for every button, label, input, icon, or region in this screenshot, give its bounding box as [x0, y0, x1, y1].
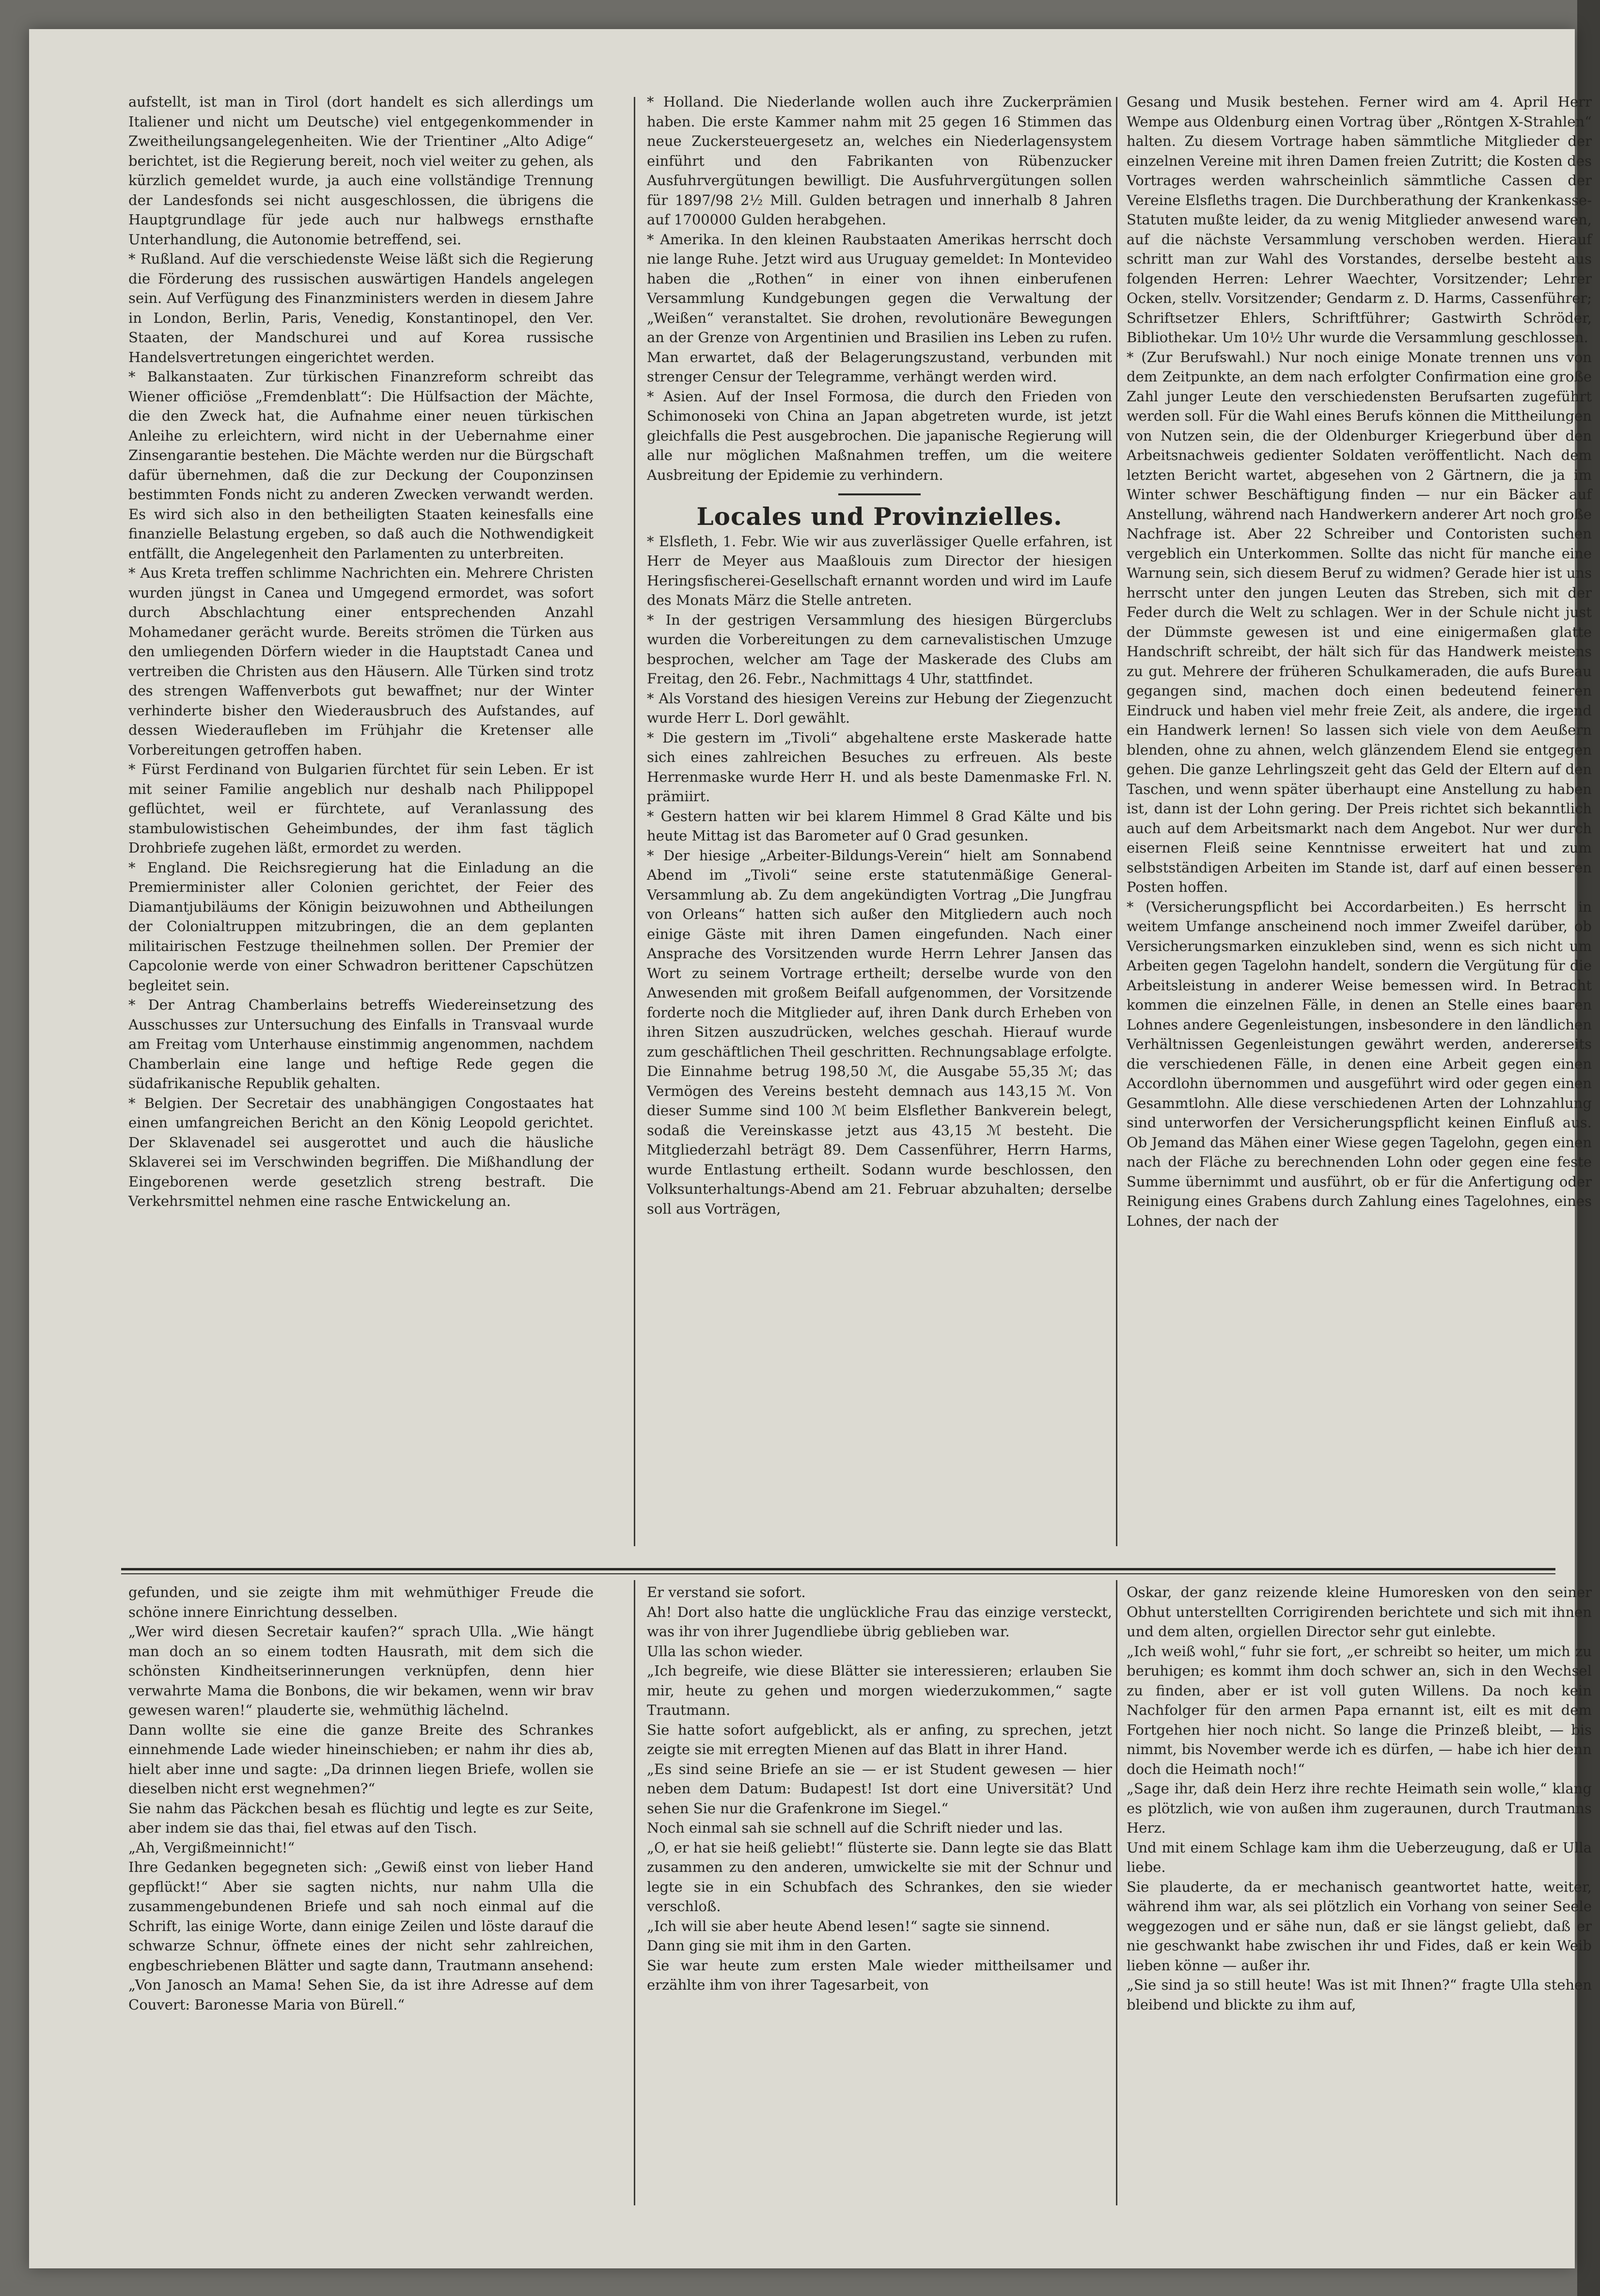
news-paragraph: * Aus Kreta treffen schlimme Nachrichten ein. Mehrere Christen wurden jüngst in Canea und Umgegend ermordet, was sofort durch Abschlachtung einer entsprechenden Anzahl Mohamedaner gerächt wurde. Bereits strömen die Türken aus den umliegenden Dörfern wieder in die Hauptstadt Canea und vertreiben die Christen aus den Häusern. Alle Türken sind trotz des strengen Waffenverbots gut bewaffnet; nur der Winter verhinderte bisher den Wiederausbruch des Aufstandes, auf dessen Wiederaufleben im Frühjahr die Kretenser alle Vorbereitungen getroffen haben. [128, 565, 594, 758]
story-paragraph: Sie hatte sofort aufgeblickt, als er anfing, zu sprechen, jetzt zeigte sie mit erregten Mienen auf das Blatt in ihrer Hand. [647, 1721, 1112, 1758]
story-paragraph: Sie nahm das Päckchen besah es flüchtig und legte es zur Seite, aber indem sie das thai, fiel etwas auf den Tisch. [128, 1800, 594, 1836]
story-paragraph: gefunden, und sie zeigte ihm mit wehmüthiger Freude die schöne innere Einrichtung desselben. [128, 1584, 594, 1620]
news-column-2 [647, 92, 1112, 1219]
local-news-block [647, 532, 1112, 1219]
feuilleton-column-2 [647, 1583, 1112, 1995]
story-paragraph: „Sie sind ja so still heute! Was ist mit Ihnen?“ fragte Ulla stehen bleibend und blickte zu ihm auf, [1127, 1977, 1592, 2013]
feuilleton-column-3 [1127, 1583, 1592, 2014]
story-paragraph: Ah! Dort also hatte die unglückliche Frau das einzige versteckt, was ihr von ihrer Jugendliebe übrig geblieben war. [647, 1603, 1112, 1640]
feuilleton-rule-thin [121, 1573, 1555, 1574]
story-paragraph: „Sage ihr, daß dein Herz ihre rechte Heimath sein wolle,“ klang es plötzlich, wie von außen ihm zugeraunen, durch Trautmanns Herz. [1127, 1780, 1592, 1836]
story-paragraph: Ihre Gedanken begegneten sich: „Gewiß einst von lieber Hand gepflückt!“ Aber sie sagten nichts, nur nahm Ulla die zusammengebundenen Briefe und sah noch einmal auf die Schrift, las einige Worte, dann einige Zeilen und löste darauf die schwarze Schnur, öffnete eines der nicht sehr zahlreichen, engbeschriebenen Blätter und sagte dann, Trautmann ansehend: „Von Janosch an Mama! Sehen Sie, da ist ihre Adresse auf dem Couvert: Baronesse Maria von Bürell.“ [128, 1859, 594, 2013]
column-separator [634, 97, 635, 1546]
story-paragraph: Sie plauderte, da er mechanisch geantwortet hatte, weiter, während ihm war, als sei plötzlich ein Vorhang von seiner Seele weggezogen und er sähe nun, daß er sie längst geliebt, daß er nie geschwankt habe zwischen ihr und Fides, daß er kein Weib lieben könne — außer ihr. [1127, 1878, 1592, 1974]
story-paragraph: „O, er hat sie heiß geliebt!“ flüsterte sie. Dann legte sie das Blatt zusammen zu den anderen, umwickelte sie mit der Schnur und legte sie in ein Schubfach des Schrankes, den sie wieder verschloß. [647, 1839, 1112, 1915]
news-paragraph: * (Versicherungspflicht bei Accordarbeiten.) Es herrscht in weitem Umfange anscheinend noch immer Zweifel darüber, ob Versicherungsmarken einzukleben sind, wenn es sich nicht um Arbeiten gegen Tagelohn handelt, sondern die Vergütung für die Arbeitsleistung in anderer Weise bemessen wird. In Betracht kommen die einzelnen Fälle, in denen an Stelle eines baaren Lohnes andere Gegenleistungen, insbesondere in den ländlichen Verhältnissen Gegenleistungen gewährt werden, andererseits die verschiedenen Fälle, in denen eine Arbeit gegen einen Accordlohn übernommen und ausgeführt wird oder gegen einen Gesammtlohn. Alle diese verschiedenen Arten der Lohnzahlung sind unterworfen der Versicherungspflicht keinen Einfluß aus. Ob Jemand das Mähen einer Wiese gegen Tagelohn, gegen einen nach der Fläche zu berechnenden Lohn oder gegen eine feste Summe übernimmt und ausführt, ob er für die Anfertigung oder Reinigung eines Grabens durch Zahlung eines Tagelohnes, eines Lohnes, der nach der [1127, 898, 1592, 1229]
column-separator [1116, 97, 1117, 1546]
story-paragraph: Dann wollte sie eine die ganze Breite des Schrankes einnehmende Lade wieder hineinschieben; er nahm ihr dies ab, hielt aber inne und sagte: „Da drinnen liegen Briefe, wollen sie dieselben nicht erst wegnehmen?“ [128, 1721, 594, 1797]
news-paragraph: * Holland. Die Niederlande wollen auch ihre Zuckerprämien haben. Die erste Kammer nahm mit 25 gegen 16 Stimmen das neue Zuckersteuergesetz an, welches ein Niederlagensystem einführt und den Fabrikanten von Rübenzucker Ausfuhrvergütungen bewilligt. Die Ausfuhrvergütungen sollen für 1897/98 2½ Mill. Gulden betragen und innerhalb 8 Jahren auf 1700000 Gulden herabgehen. [647, 94, 1112, 228]
story-paragraph: Ulla las schon wieder. [647, 1643, 803, 1660]
newspaper-page [29, 29, 1592, 2268]
news-paragraph: * (Zur Berufswahl.) Nur noch einige Monate trennen uns von dem Zeitpunkte, an dem nach erfolgter Confirmation eine große Zahl junger Leute den verschiedensten Berufsarten zugeführt werden soll. Für die Wahl eines Berufs können die Mittheilungen von Nutzen sein, die der Oldenburger Kriegerbund über den Arbeitsnachweis gedienter Soldaten veröffentlicht. Nach dem letzten Bericht wartet, abgesehen von 2 Gärtnern, die ja im Winter schwer Beschäftigung finden — nur ein Bäcker auf Anstellung, während nach Handwerkern anderer Art noch große Nachfrage ist. Aber 22 Schreiber und Contoristen suchen vergeblich ein Unterkommen. Sollte das nicht für manche eine Warnung sein, sich diesem Beruf zu widmen? Gerade hier ist uns herrscht unter den jungen Leuten das Streben, sich mit der Feder durch die Welt zu schlagen. Wer in der Schule nicht just der Dümmste gewesen ist und eine einigermaßen glatte Handschrift schreibt, der hält sich für das Handwerk meistens zu gut. Mehrere der früheren Schulkameraden, die aufs Bureau gegangen sind, machen doch einen bedeutend feineren Eindruck und haben viel mehr freie Zeit, als andere, die irgend ein Handwerk lernen! So lassen sich viele von dem Aeußern blenden, ohne zu ahnen, welch glänzendem Elend sie entgegen gehen. Die ganze Lehrlingszeit geht das Geld der Eltern auf den Taschen, und wenn später überhaupt eine Anstellung zu haben ist, dann ist der Lohn gering. Der Preis richtet sich bekanntlich auch auf dem Arbeitsmarkt nach dem Angebot. Nur wer durch eisernen Fleiß seine Kenntnisse erweitert hat und zum selbstständigen Arbeiten im Stande ist, darf auf einen besseren Posten hoffen. [1127, 348, 1592, 895]
news-paragraph: * Der Antrag Chamberlains betreffs Wiedereinsetzung des Ausschusses zur Untersuchung des Einfalls in Transvaal wurde am Freitag vom Unterhause einstimmig angenommen, nachdem Chamberlain eine lange und heftige Rede gegen die südafrikanische Republik gehalten. [128, 997, 594, 1092]
story-paragraph: Noch einmal sah sie schnell auf die Schrift nieder und las. [647, 1820, 1063, 1836]
news-paragraph: * Rußland. Auf die verschiedenste Weise läßt sich die Regierung die Förderung des russischen auswärtigen Handels angelegen sein. Auf Verfügung des Finanzministers werden in diesem Jahre in London, Berlin, Paris, Venedig, Konstantinopel, den Ver. Staaten, der Mandschurei und auf Korea russische Handelsvertretungen eingerichtet werden. [128, 251, 594, 365]
feuilleton-column-1 [128, 1583, 594, 2014]
story-paragraph: Dann ging sie mit ihm in den Garten. [647, 1937, 912, 1954]
story-paragraph: Oskar, der ganz reizende kleine Humoresken von den seiner Obhut unterstellten Corrigirenden berichtete und sich mit ihnen und dem alten, orgiellen Director sehr gut einlebte. [1127, 1584, 1592, 1640]
story-paragraph: „Ah, Vergißmeinnicht!“ [128, 1839, 295, 1856]
story-paragraph: „Ich begreife, wie diese Blätter sie interessieren; erlauben Sie mir, heute zu gehen und morgen wiederzukommen,“ sagte Trautmann. [647, 1663, 1112, 1718]
news-paragraph: * Der hiesige „Arbeiter-Bildungs-Verein“ hielt am Sonnabend Abend im „Tivoli“ seine erste statutenmäßige General-Versammlung ab. Zu dem angekündigten Vortrag „Die Jungfrau von Orleans“ hatten sich außer den Mitgliedern auch noch einige Gäste mit ihren Damen eingefunden. Nach einer Ansprache des Vorsitzenden wurde Herrn Lehrer Jansen das Wort zu seinem Vortrage ertheilt; derselbe wurde von den Anwesenden mit großem Beifall aufgenommen, der Vorsitzende forderte noch die Mitglieder auf, ihren Dank durch Erheben von ihren Sitzen auszudrücken, welches geschah. Hierauf wurde zum geschäftlichen Theil geschritten. Rechnungsablage erfolgte. Die Einnahme betrug 198,50 ℳ, die Ausgabe 55,35 ℳ; das Vermögen des Vereins besteht demnach aus 143,15 ℳ. Von dieser Summe sind 100 ℳ beim Elsflether Bankverein belegt, sodaß die Vereinskasse jetzt aus 43,15 ℳ besteht. Die Mitgliederzahl beträgt 89. Dem Cassenführer, Herrn Harms, wurde Entlastung ertheilt. Sodann wurde beschlossen, den Volksunterhaltungs-Abend am 21. Februar abzuhalten; derselbe soll aus Vorträgen, [647, 847, 1112, 1217]
news-column-3 [1127, 92, 1592, 1231]
news-paragraph: * In der gestrigen Versammlung des hiesigen Bürgerclubs wurden die Vorbereitungen zu dem carnevalistischen Umzuge besprochen, welcher am Tage der Maskerade des Clubs am Freitag, den 26. Febr., Nachmittags 4 Uhr, stattfindet. [647, 611, 1112, 687]
news-column-1 [128, 92, 594, 1211]
news-paragraph: aufstellt, ist man in Tirol (dort handelt es sich allerdings um Italiener und nicht um Deutsche) viel entgegenkommender in Zweitheilungsangelegenheiten. Wie der Trientiner „Alto Adige“ berichtet, ist die Regierung bereit, noch viel weiter zu gehen, als kürzlich gemeldet wurde, ja auch eine vollständige Trennung der Landesfonds sei nicht ausgeschlossen, die übrigens die Hauptgrundlage für jede auch nur halbwegs ernsthafte Unterhandlung, die Autonomie betreffend, sei. [128, 94, 594, 248]
column-separator [1116, 1580, 1117, 2205]
story-paragraph: „Ich will sie aber heute Abend lesen!“ sagte sie sinnend. [647, 1917, 1051, 1934]
story-paragraph: „Wer wird diesen Secretair kaufen?“ sprach Ulla. „Wie hängt man doch an so einem todten Hausrath, mit dem sich die schönsten Kindheitserinnerungen verknüpfen, denn hier verwahrte Mama die Bonbons, die wir bekamen, wenn wir brav gewesen waren!“ plauderte sie, wehmüthig lächelnd. [128, 1623, 594, 1718]
news-paragraph: * Amerika. In den kleinen Raubstaaten Amerikas herrscht doch nie lange Ruhe. Jetzt wird aus Uruguay gemeldet: In Montevideo haben die „Rothen“ in einer von ihnen einberufenen Versammlung Kundgebungen gegen die Verwaltung der „Weißen“ veranstaltet. Sie drohen, revolutionäre Bewegungen an der Grenze von Argentinien und Brasilien ins Leben zu rufen. Man erwartet, daß der Belagerungszustand, verbunden mit strenger Censur der Telegramme, verhängt werden wird. [647, 231, 1112, 385]
feuilleton-rule [121, 1568, 1555, 1570]
news-paragraph: * Balkanstaaten. Zur türkischen Finanzreform schreibt das Wiener officiöse „Fremdenblatt“: Die Hülfsaction der Mächte, die den Zweck hat, die Aufnahme einer neuen türkischen Anleihe zu erleichtern, wird nicht in der Uebernahme einer Zinsengarantie bestehen. Die Mächte werden nur die Bürgschaft dafür übernehmen, daß die zur Deckung der Couponzinsen bestimmten Fonds nicht zu anderen Zwecken verwandt werden. Es wird sich also in den betheiligten Staaten keinesfalls eine finanzielle Belastung ergeben, so daß auch die Nothwendigkeit entfällt, die Angelegenheit den Parlamenten zu unterbreiten. [128, 368, 594, 562]
foreign-news-block [647, 92, 1112, 485]
news-paragraph: * Belgien. Der Secretair des unabhängigen Congostaates hat einen umfangreichen Bericht an den König Leopold gerichtet. Der Sklavenadel sei ausgerottet und auch die häusliche Sklaverei sei im Verschwinden begriffen. Die Mißhandlung der Eingeborenen werde gesetzlich streng bestraft. Die Verkehrsmittel nehmen eine rasche Entwickelung an. [128, 1094, 594, 1209]
news-paragraph: * Als Vorstand des hiesigen Vereins zur Hebung der Ziegenzucht wurde Herr L. Dorl gewählt. [647, 690, 1112, 726]
news-paragraph: * Elsfleth, 1. Febr. Wie wir aus zuverlässiger Quelle erfahren, ist Herr de Meyer aus Maaßlouis zum Director der hiesigen Heringsfischerei-Gesellschaft ernannt worden und wird im Laufe des Monats März die Stelle antreten. [647, 533, 1112, 608]
news-paragraph: * Fürst Ferdinand von Bulgarien fürchtet für sein Leben. Er ist mit seiner Familie angeblich nur deshalb nach Philippopel geflüchtet, weil er fürchtete, auf Veranlassung des stambulowistischen Geheimbundes, der ihm fast täglich Drohbriefe zugehen läßt, ermordet zu werden. [128, 761, 594, 856]
story-paragraph: „Es sind seine Briefe an sie — er ist Student gewesen — hier neben dem Datum: Budapest! Ist dort eine Universität? Und sehen Sie nur die Grafenkrone im Siegel.“ [647, 1760, 1112, 1817]
news-paragraph: * England. Die Reichsregierung hat die Einladung an die Premierminister aller Colonien gerichtet, der Feier des Diamantjubiläums der Königin beizuwohnen und Abtheilungen der Colonialtruppen mitzubringen, die an dem geplanten militairischen Festzuge theilnehmen sollen. Der Premier der Capcolonie werde von einer Schwadron berittener Capschützen begleitet sein. [128, 859, 594, 994]
column-separator [634, 1580, 635, 2205]
section-heading: Locales und Provinzielles. [696, 502, 1063, 531]
story-paragraph: Und mit einem Schlage kam ihm die Ueberzeugung, daß er Ulla liebe. [1127, 1839, 1592, 1875]
news-paragraph: * Asien. Auf der Insel Formosa, die durch den Frieden von Schimonoseki von China an Japan abgetreten wurde, ist jetzt gleichfalls die Pest ausgebrochen. Die japanische Regierung will alle nur möglichen Maßnahmen treffen, um die weitere Ausbreitung der Epidemie zu verhindern. [647, 388, 1112, 483]
news-paragraph: * Die gestern im „Tivoli“ abgehaltene erste Maskerade hatte sich eines zahlreichen Besuches zu erfreuen. Als beste Herrenmaske wurde Herr H. und als beste Damenmaske Frl. N. prämiirt. [647, 729, 1112, 805]
news-paragraph: * Gestern hatten wir bei klarem Himmel 8 Grad Kälte und bis heute Mittag ist das Barometer auf 0 Grad gesunken. [647, 808, 1112, 844]
story-paragraph: Sie war heute zum ersten Male wieder mittheilsamer und erzählte ihm von ihrer Tagesarbeit, von [647, 1957, 1112, 1993]
story-paragraph: Er verstand sie sofort. [647, 1584, 806, 1600]
section-divider [838, 493, 921, 495]
news-paragraph: Gesang und Musik bestehen. Ferner wird am 4. April Herr Wempe aus Oldenburg einen Vortrag über „Röntgen X-Strahlen“ halten. Zu diesem Vortrage haben sämmtliche Mitglieder der einzelnen Vereine mit ihren Damen freien Zutritt; die Kosten des Vortrages werden wahrscheinlich sämmtliche Cassen der Vereine Elsfleths tragen. Die Durchberathung der Krankenkasse-Statuten mußte leider, da zu wenig Mitglieder anwesend waren, auf die nächste Versammlung verschoben werden. Hierauf schritt man zur Wahl des Vorstandes, derselbe besteht aus folgenden Herren: Lehrer Waechter, Vorsitzender; Lehrer Ocken, stellv. Vorsitzender; Gendarm z. D. Harms, Cassenführer; Schriftsetzer Ehlers, Schriftführer; Gastwirth Schröder, Bibliothekar. Um 10½ Uhr wurde die Versammlung geschlossen. [1127, 94, 1592, 346]
story-paragraph: „Ich weiß wohl,“ fuhr sie fort, „er schreibt so heiter, um mich zu beruhigen; es kommt ihm doch schwer an, sich in den Wechsel zu finden, aber er ist voll guten Willens. Da noch kein Nachfolger für den armen Papa ernannt ist, eilt es mit dem Fortgehen hier noch nicht. So lange die Prinzeß bleibt, — bis nimmt, bis November werde ich es dürfen, — habe ich hier denn doch die Heimath noch!“ [1127, 1643, 1592, 1777]
